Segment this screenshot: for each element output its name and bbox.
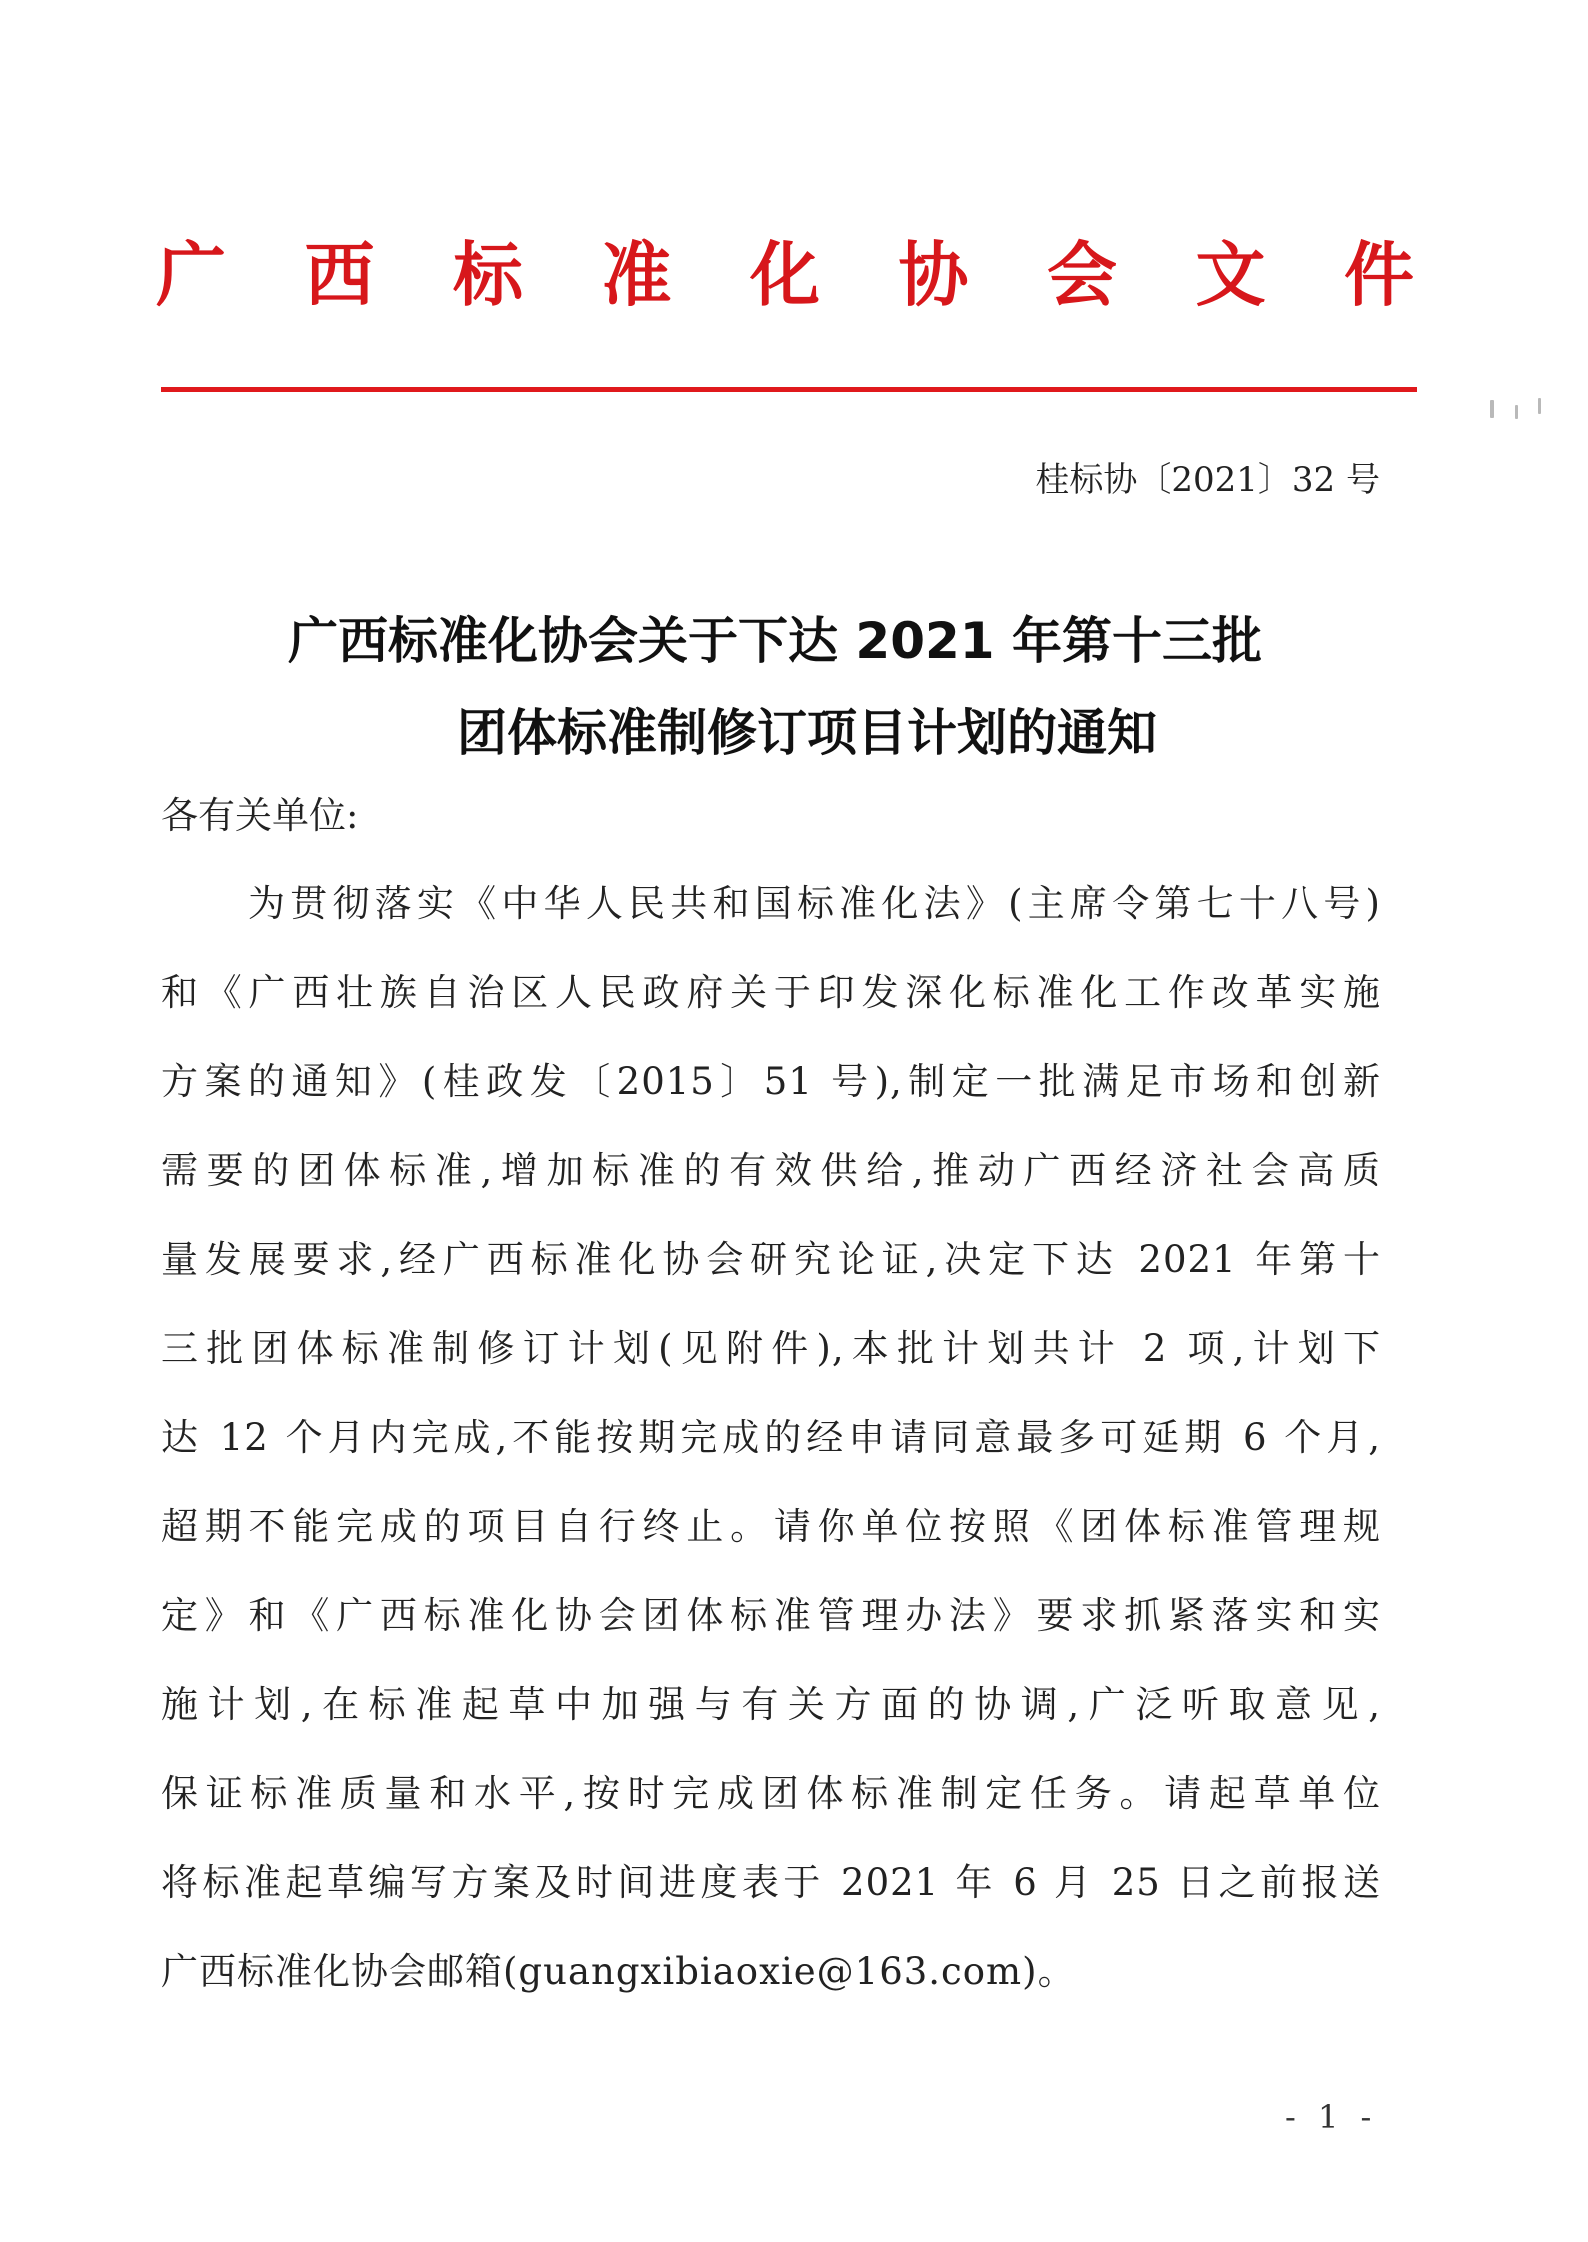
header-char: 化 (750, 233, 820, 316)
body-line: 三批团体标准制修订计划(见附件),本批计划共计 2 项,计划下 (161, 1327, 1381, 1370)
scan-speck (1490, 400, 1494, 418)
header-char: 标 (453, 233, 523, 316)
salutation: 各有关单位: (161, 794, 359, 837)
header-char: 西 (304, 233, 375, 316)
body-line: 量发展要求,经广西标准化协会研究论证,决定下达 2021 年第十 (161, 1238, 1381, 1281)
body-line: 施计划,在标准起草中加强与有关方面的协调,广泛听取意见, (161, 1683, 1381, 1726)
header-char: 件 (1344, 233, 1414, 316)
body-line: 需要的团体标准,增加标准的有效供给,推动广西经济社会高质 (161, 1149, 1381, 1192)
body-line: 超期不能完成的项目自行终止。请你单位按照《团体标准管理规 (161, 1505, 1381, 1548)
header-char: 广 (156, 233, 226, 316)
document-number: 桂标协〔2021〕32 号 (1035, 460, 1380, 500)
body-line: 为贯彻落实《中华人民共和国标准化法》(主席令第七十八号) (248, 882, 1381, 925)
body-paragraph (161, 874, 1381, 2031)
body-line: 将标准起草编写方案及时间进度表于 2021 年 6 月 25 日之前报送 (161, 1861, 1381, 1904)
page-number: - 1 - (1285, 2098, 1378, 2136)
body-line: 达 12 个月内完成,不能按期完成的经申请同意最多可延期 6 个月, (161, 1416, 1381, 1459)
title-line-2: 团体标准制修订项目计划的通知 (457, 704, 1157, 762)
document-title (150, 595, 1440, 779)
header-char: 准 (601, 233, 672, 316)
body-line: 广西标准化协会邮箱(guangxibiaoxie@163.com)。 (161, 1950, 1076, 1993)
header-char: 文 (1195, 233, 1266, 316)
document-header (150, 225, 1420, 325)
body-line: 方案的通知》(桂政发〔2015〕51 号),制定一批满足市场和创新 (161, 1060, 1381, 1103)
body-line: 和《广西壮族自治区人民政府关于印发深化标准化工作改革实施 (161, 971, 1381, 1014)
scan-speck (1538, 398, 1541, 414)
body-line: 定》和《广西标准化协会团体标准管理办法》要求抓紧落实和实 (161, 1594, 1381, 1637)
header-char: 协 (898, 233, 969, 316)
scan-speck (1515, 405, 1518, 419)
title-line-1: 广西标准化协会关于下达 2021 年第十三批 (288, 612, 1262, 670)
header-char: 会 (1047, 233, 1117, 316)
header-divider (161, 387, 1417, 392)
body-line: 保证标准质量和水平,按时完成团体标准制定任务。请起草单位 (161, 1772, 1381, 1815)
